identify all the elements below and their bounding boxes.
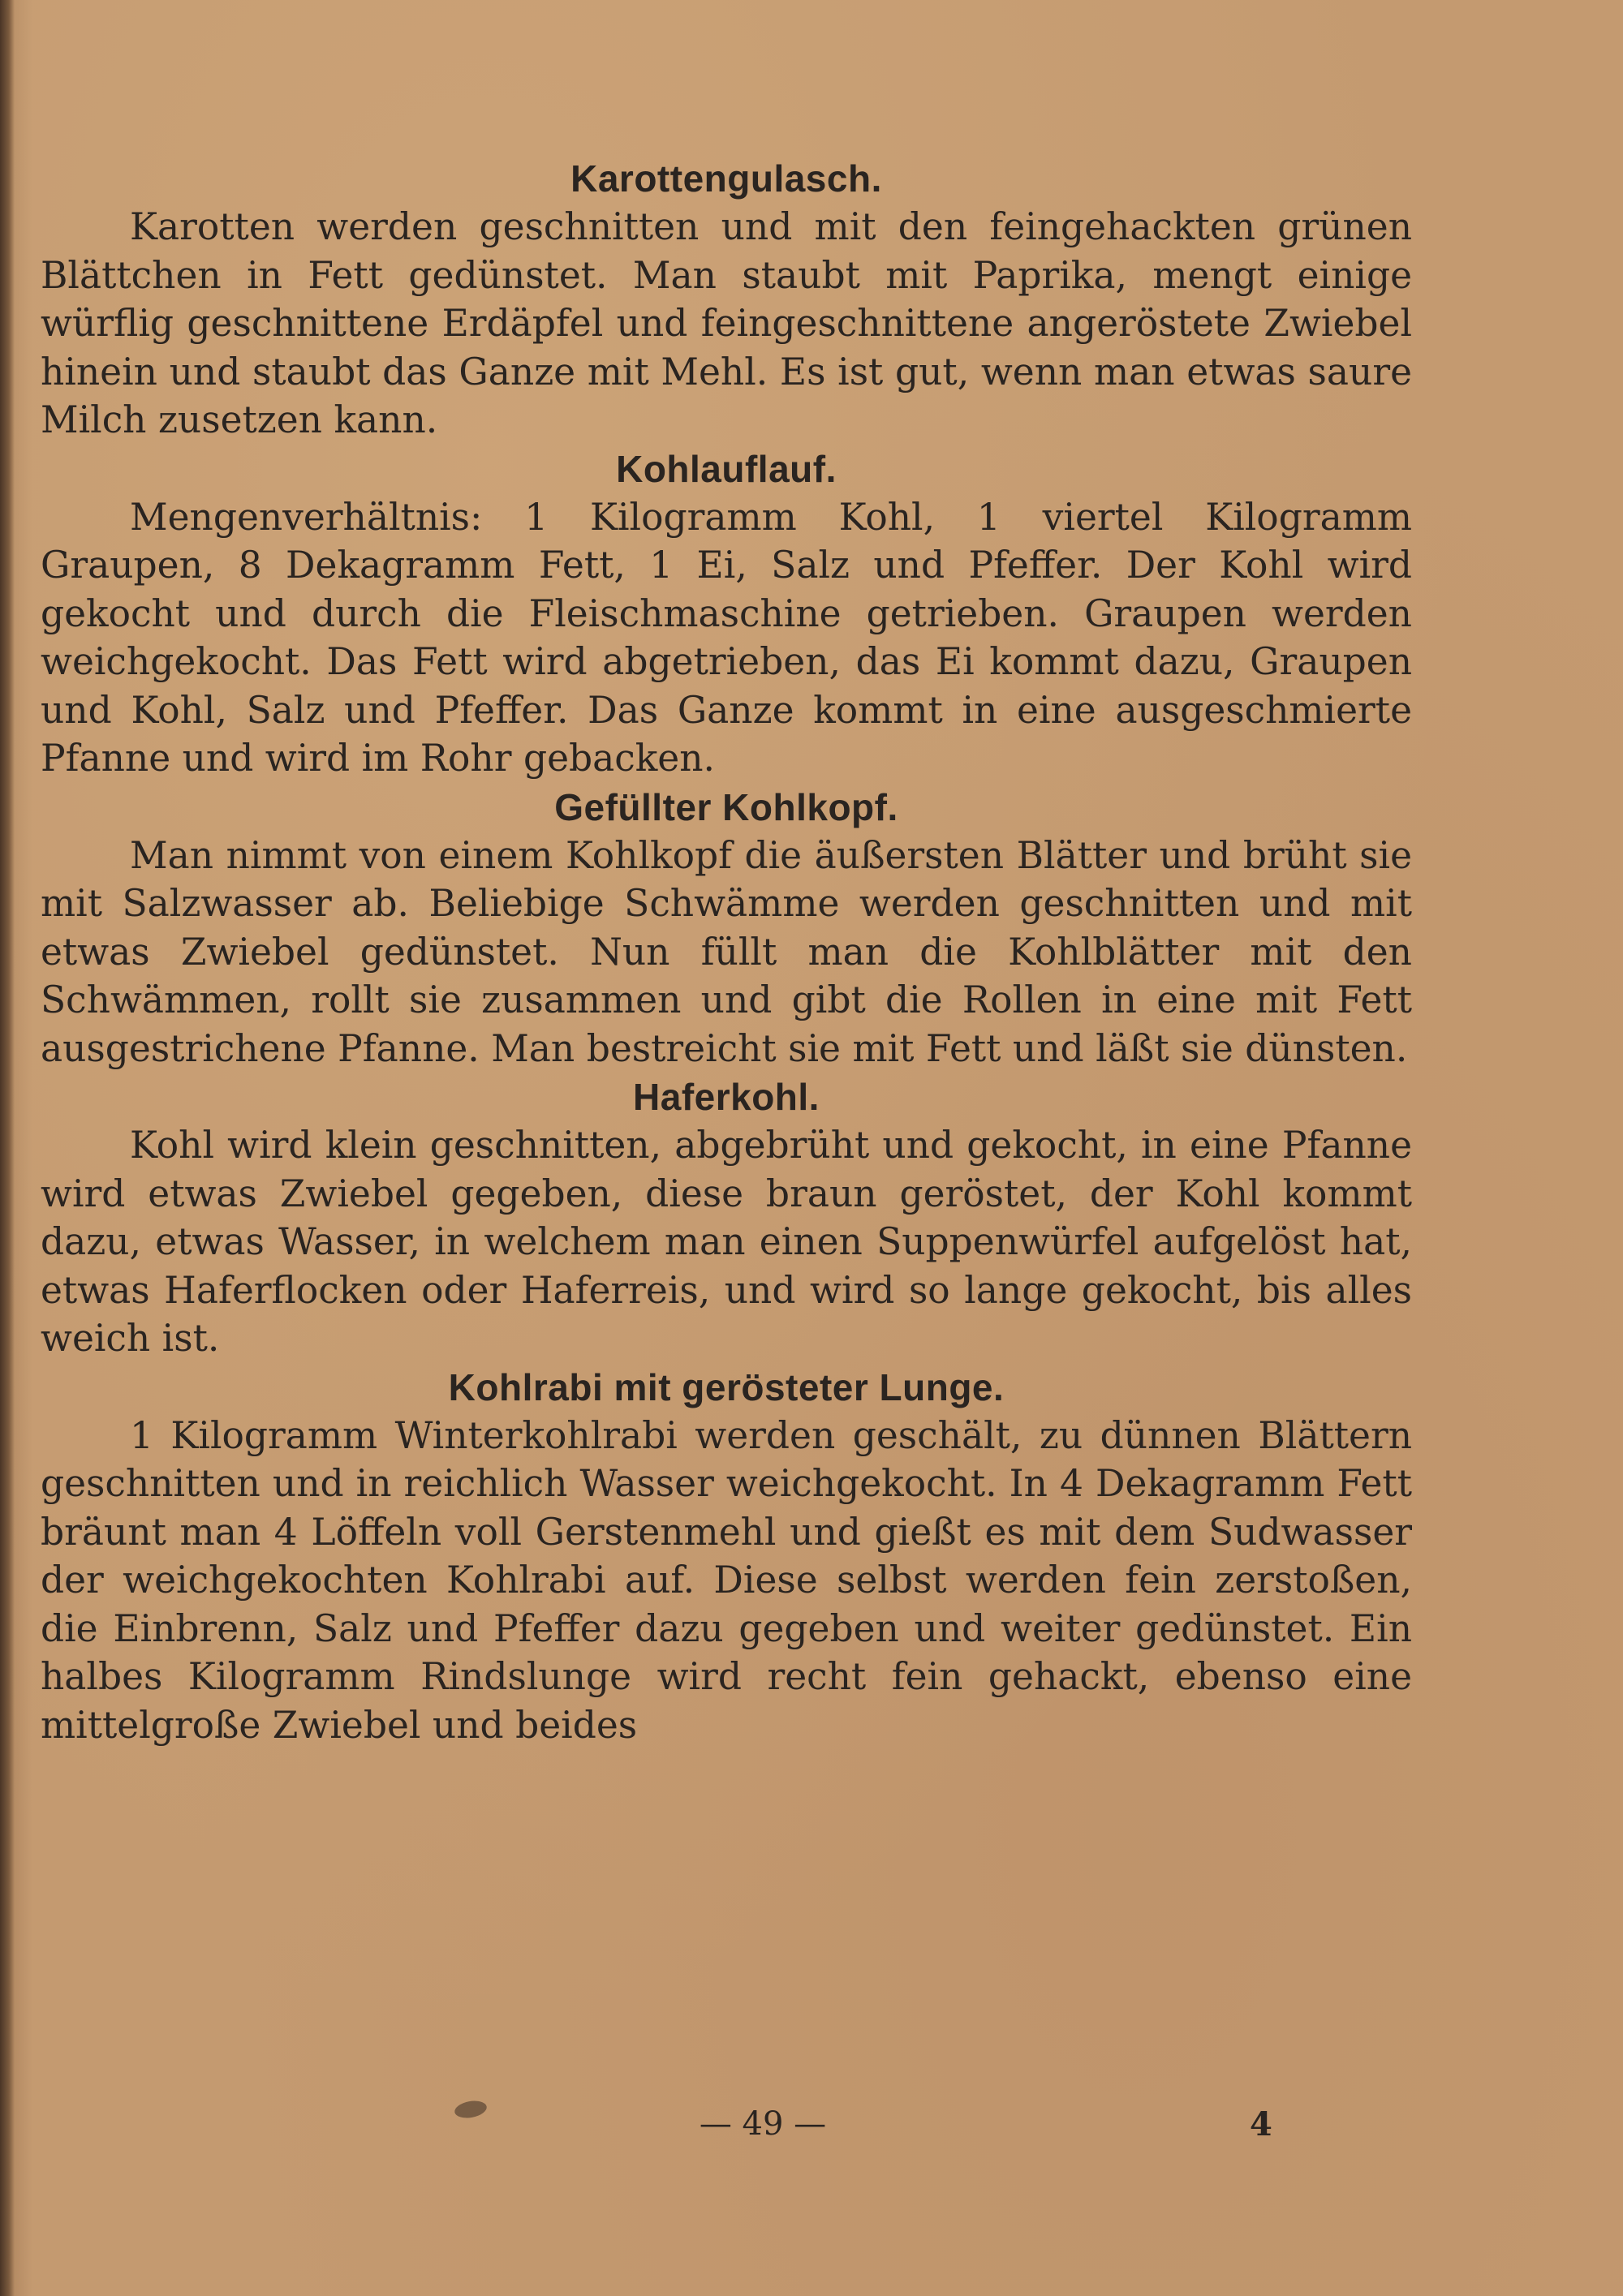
recipe-text-content: Man nimmt von einem Kohlkopf die äußersten Blätter und brüht sie mit Salzwasser ab. Beliebige Schwämme werden geschnitten und mit etwas Zwiebel gedünstet. Nun füllt man die Kohlblätter mit den Schwämmen, rollt sie zusammen und gibt die Rollen in eine mit Fett ausgestrichene Pfanne. Man bestreicht sie mit Fett und läßt sie dünsten. <box>41 833 1412 1070</box>
book-spine-shadow <box>0 0 15 2296</box>
recipe-text <box>41 1121 1412 1363</box>
recipe-title: Gefüllter Kohlkopf. <box>554 785 898 828</box>
recipe-text <box>41 493 1412 783</box>
signature-mark: 4 <box>1250 2105 1272 2143</box>
recipe-text-content: 1 Kilogramm Winterkohlrabi werden geschält, zu dünnen Blättern geschnitten und in reichlich Wasser weichgekocht. In 4 Dekagramm Fett bräunt man 4 Löffeln voll Gerstenmehl und gießt es mit dem Sudwasser der weichgekochten Kohlrabi auf. Diese selbst werden fein zerstoßen, die Einbrenn, Salz und Pfeffer dazu gegeben und weiter gedünstet. Ein halbes Kilogramm Rindslunge wird recht fein gehackt, ebenso eine mittelgroße Zwiebel und beides <box>41 1413 1412 1747</box>
recipe-text-content: Karotten werden geschnitten und mit den feingehackten grünen Blättchen in Fett gedünstet. Man staubt mit Paprika, mengt einige würflig geschnittene Erdäpfel und feingeschnittene angeröstete Zwiebel hinein und staubt das Ganze mit Mehl. Es ist gut, wenn man etwas saure Milch zusetzen kann. <box>41 205 1412 441</box>
recipe-title: Karottengulasch. <box>570 157 882 200</box>
recipe-title: Kohlrabi mit gerösteter Lunge. <box>448 1365 1005 1408</box>
recipe-title: Kohlauflauf. <box>616 447 837 490</box>
page-number: — 49 — <box>699 2105 827 2143</box>
recipe-text-content: Kohl wird klein geschnitten, abgebrüht und gekocht, in eine Pfanne wird etwas Zwiebel gegeben, diese braun geröstet, der Kohl kommt dazu, etwas Wasser, in welchem man einen Suppenwürfel aufgelöst hat, etwas Haferflocken oder Haferreis, und wird so lange gekocht, bis alles weich ist. <box>41 1124 1412 1360</box>
recipe-title: Haferkohl. <box>633 1076 820 1118</box>
page-body <box>41 154 1412 1749</box>
recipe-text <box>41 832 1412 1073</box>
recipe-text <box>41 1412 1412 1750</box>
page-footer <box>41 2105 1412 2154</box>
recipe-text <box>41 203 1412 445</box>
recipe-text-content: Mengenverhältnis: 1 Kilogramm Kohl, 1 viertel Kilogramm Graupen, 8 Dekagramm Fett, 1 Ei, Salz und Pfeffer. Der Kohl wird gekocht und durch die Fleischmaschine getrieben. Graupen werden weichgekocht. Das Fett wird abgetrieben, das Ei kommt dazu, Graupen und Kohl, Salz und Pfeffer. Das Ganze kommt in eine ausgeschmierte Pfanne und wird im Rohr gebacken. <box>41 495 1412 780</box>
